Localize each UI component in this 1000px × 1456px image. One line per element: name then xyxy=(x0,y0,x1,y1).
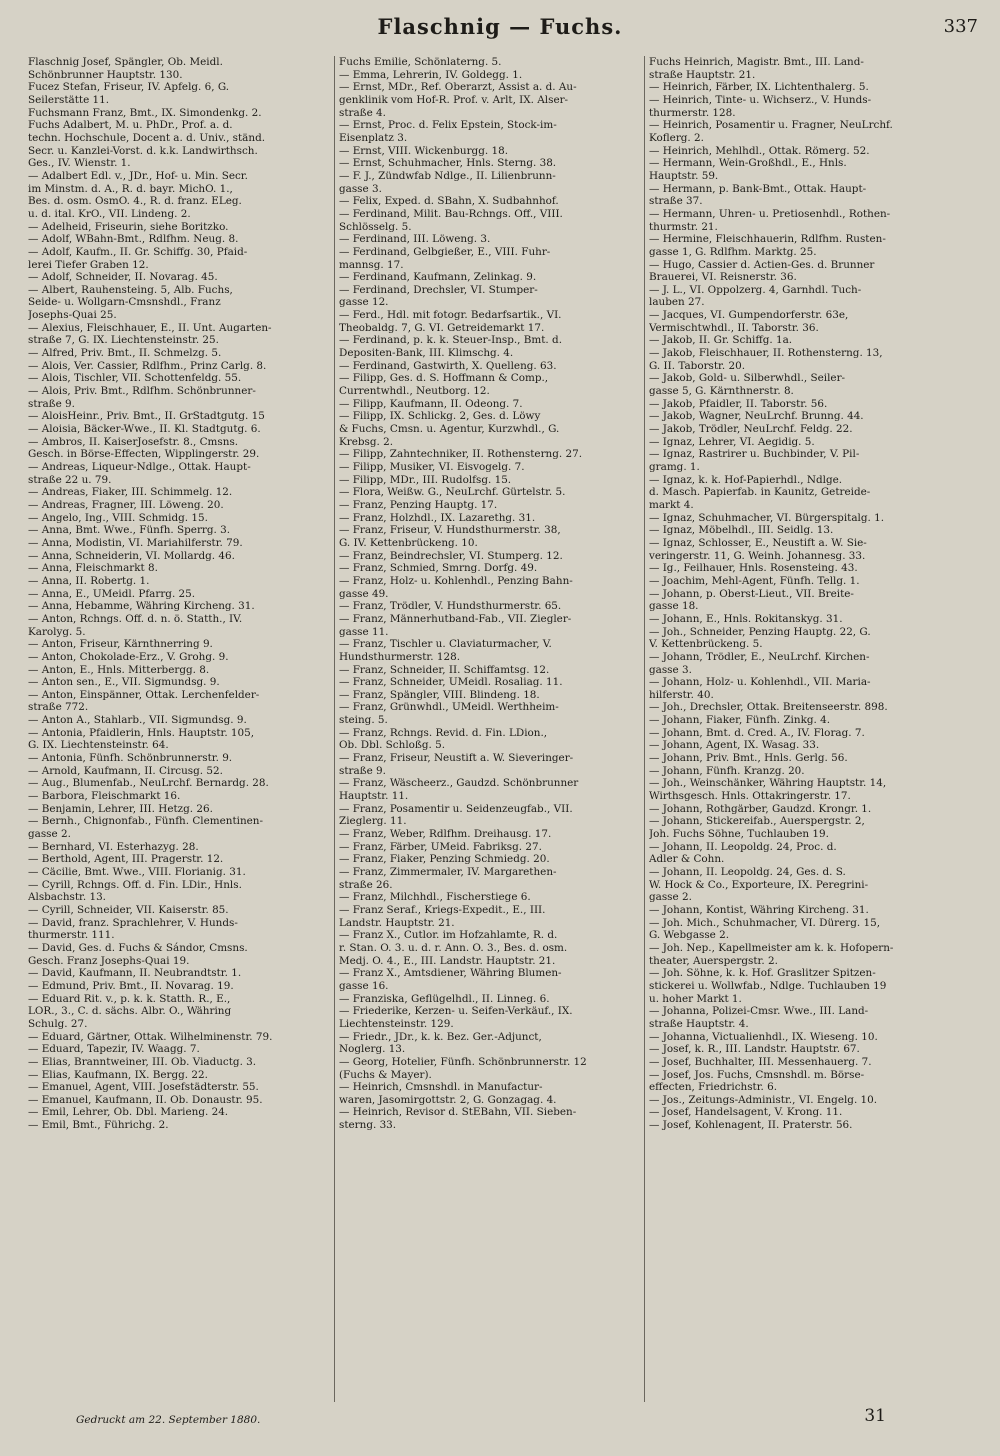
directory-line: Fucez Stefan, Friseur, IV. Apfelg. 6, G. xyxy=(28,81,230,94)
directory-line: Adler & Cohn. xyxy=(649,853,725,866)
directory-line: — Johann, Trödler, E., NeuLrchf. Kirchen- xyxy=(649,650,870,663)
directory-line: — Adelheid, Friseurin, siehe Boritzko. xyxy=(28,220,229,233)
directory-line: — Elias, Kaufmann, IX. Bergg. 22. xyxy=(28,1068,208,1081)
directory-line: straße 9. xyxy=(28,397,75,410)
directory-line: Schulg. 27. xyxy=(28,1017,88,1030)
directory-line: Ges., IV. Wienstr. 1. xyxy=(28,157,131,170)
directory-line: veringerstr. 11, G. Weinh. Johannesg. 33. xyxy=(649,549,866,562)
directory-line: — Hermann, p. Bank-Bmt., Ottak. Haupt- xyxy=(649,182,867,195)
directory-line: Ob. Dbl. Schloßg. 5. xyxy=(339,739,446,752)
directory-line: — Emil, Lehrer, Ob. Dbl. Marieng. 24. xyxy=(28,1106,229,1119)
directory-line: — Franz, Tischler u. Claviaturmacher, V. xyxy=(339,638,552,651)
directory-line: straße 37. xyxy=(649,195,703,208)
directory-line: — David, Ges. d. Fuchs & Sándor, Cmsns. xyxy=(28,941,248,954)
directory-line: — Franz, Wäscheerz., Gaudzd. Schönbrunner xyxy=(339,777,579,790)
directory-line: Medj. O. 4., E., III. Landstr. Hauptstr. 21. xyxy=(339,954,556,967)
directory-line: — Ernst, Schuhmacher, Hnls. Sterng. 38. xyxy=(339,157,557,170)
directory-line: — Franz, Fiaker, Penzing Schmiedg. 20. xyxy=(339,853,550,866)
directory-line: — Johann, Priv. Bmt., Hnls. Gerlg. 56. xyxy=(649,752,848,765)
directory-line: Alsbachstr. 13. xyxy=(28,891,106,904)
directory-line: — Hermann, Uhren- u. Pretiosenhdl., Rothen- xyxy=(649,207,891,220)
directory-line: — Bernhard, VI. Esterhazyg. 28. xyxy=(28,840,199,853)
directory-line: — Franz, Penzing Hauptg. 17. xyxy=(339,498,498,511)
directory-line: G. Webgasse 2. xyxy=(649,929,730,942)
directory-columns xyxy=(24,56,984,1402)
directory-line: — Hermine, Fleischhauerin, Rdlfhm. Rusten- xyxy=(649,233,886,246)
directory-line: gramg. 1. xyxy=(649,461,700,473)
directory-line: Hauptstr. 59. xyxy=(649,169,719,182)
print-date-note: Gedruckt am 22. September 1880. xyxy=(76,1414,261,1426)
directory-line: — Franz, Spängler, VIII. Blindeng. 18. xyxy=(339,688,540,701)
directory-line: — Anna, Schneiderin, VI. Mollardg. 46. xyxy=(28,549,235,562)
directory-line: effecten, Friedrichstr. 6. xyxy=(649,1081,778,1094)
directory-line: — Adolf, WBahn-Bmt., Rdlfhm. Neug. 8. xyxy=(28,233,239,246)
directory-line: Koflerg. 2. xyxy=(649,131,704,144)
directory-line: Gesch. in Börse-Effecten, Wipplingerstr. 29. xyxy=(28,448,260,461)
directory-line: LOR., 3., C. d. sächs. Albr. O., Währing xyxy=(28,1005,232,1018)
directory-line: — Cyrill, Schneider, VII. Kaiserstr. 85. xyxy=(28,903,229,916)
directory-line: thurmstr. 21. xyxy=(649,220,718,233)
directory-line: — Aug., Blumenfab., NeuLrchf. Bernardg. 28. xyxy=(28,777,269,790)
directory-line: — Franz, Posamentir u. Seidenzeugfab., VII. xyxy=(339,802,573,815)
directory-line: — Jakob, II. Gr. Schiffg. 1a. xyxy=(649,334,793,347)
directory-line: Fuchs Emilie, Schönlaterng. 5. xyxy=(339,56,502,68)
directory-line: lauben 27. xyxy=(649,296,705,309)
directory-line: — Johann, Agent, IX. Wasag. 33. xyxy=(649,739,820,752)
directory-line: — Anton, E., Hnls. Mitterbergg. 8. xyxy=(28,663,210,676)
directory-line: (Fuchs & Mayer). xyxy=(339,1068,432,1081)
directory-line: straße 26. xyxy=(339,878,393,891)
directory-line: — Anton A., Stahlarb., VII. Sigmundsg. 9. xyxy=(28,714,247,727)
directory-line: — Josef, Jos. Fuchs, Cmsnshdl. m. Börse- xyxy=(649,1068,865,1081)
directory-line: — Franz, Holzhdl., IX. Lazarethg. 31. xyxy=(339,511,536,524)
directory-line: — Eduard, Gärtner, Ottak. Wilhelminenstr. 79. xyxy=(28,1030,273,1043)
column-middle xyxy=(334,56,644,1402)
directory-line: — Ferdinand, III. Löweng. 3. xyxy=(339,233,491,246)
directory-line: — Hugo, Cassier d. Actien-Ges. d. Brunner xyxy=(649,258,875,271)
directory-line: — Joh. Söhne, k. k. Hof. Graslitzer Spitzen- xyxy=(649,967,876,980)
directory-line: — Berthold, Agent, III. Pragerstr. 12. xyxy=(28,853,224,866)
directory-line: gasse 11. xyxy=(339,625,389,638)
directory-line: u. hoher Markt 1. xyxy=(649,992,742,1005)
directory-line: & Fuchs, Cmsn. u. Agentur, Kurzwhdl., G. xyxy=(339,423,560,436)
directory-line: — Friederike, Kerzen- u. Seifen-Verkäuf., IX. xyxy=(339,1005,573,1018)
directory-line: — Johann, II. Leopoldg. 24, Proc. d. xyxy=(649,840,837,853)
directory-line: — Ferdinand, p. k. k. Steuer-Insp., Bmt. d. xyxy=(339,334,562,347)
directory-line: Secr. u. Kanzlei-Vorst. d. k.k. Landwirthsch. xyxy=(28,144,258,157)
directory-line: genklinik vom Hof-R. Prof. v. Arlt, IX. Alser- xyxy=(339,93,569,106)
directory-line: Schönbrunner Hauptstr. 130. xyxy=(28,68,183,81)
directory-line: — Josef, Buchhalter, III. Messenhauerg. 7. xyxy=(649,1055,872,1068)
directory-line: — Franz, Schmied, Smrng. Dorfg. 49. xyxy=(339,562,538,575)
directory-line: — Ferdinand, Kaufmann, Zelinkag. 9. xyxy=(339,271,537,284)
directory-line: — Josef, k. R., III. Landstr. Hauptstr. 67. xyxy=(649,1043,860,1056)
directory-line: theater, Auerspergstr. 2. xyxy=(649,954,778,967)
directory-line: Depositen-Bank, III. Klimschg. 4. xyxy=(339,347,514,360)
directory-line: — Heinrich, Cmsnshdl. in Manufactur- xyxy=(339,1081,543,1094)
directory-line: — Heinrich, Färber, IX. Lichtenthalerg. 5. xyxy=(649,81,869,94)
directory-line: Josephs-Quai 25. xyxy=(28,309,117,322)
directory-line: Seilerstätte 11. xyxy=(28,93,110,106)
directory-line: Landstr. Hauptstr. 21. xyxy=(339,916,455,929)
directory-line: straße 7, G. IX. Liechtensteinstr. 25. xyxy=(28,334,219,347)
directory-line: — Franz, Trödler, V. Hundsthurmerstr. 65. xyxy=(339,600,562,613)
directory-line: straße Hauptstr. 4. xyxy=(649,1017,749,1030)
column-left xyxy=(24,56,334,1402)
directory-line: W. Hock & Co., Exporteure, IX. Peregrini- xyxy=(649,878,869,891)
directory-line: Vermischtwhdl., II. Taborstr. 36. xyxy=(649,321,819,334)
directory-line: G. IV. Kettenbrückeng. 10. xyxy=(339,536,478,549)
directory-line: — Anton sen., E., VII. Sigmundsg. 9. xyxy=(28,676,220,689)
directory-line: — Filipp, Kaufmann, II. Odeong. 7. xyxy=(339,397,523,410)
directory-line: — Flora, Weißw. G., NeuLrchf. Gürtelstr. 5. xyxy=(339,486,566,499)
directory-line: — Franz, Färber, UMeid. Fabriksg. 27. xyxy=(339,840,542,853)
directory-line: V. Kettenbrückeng. 5. xyxy=(649,638,763,651)
directory-line: — Ignaz, Lehrer, VI. Aegidig. 5. xyxy=(649,435,815,448)
directory-line: — Franz, Weber, Rdlfhm. Dreihausg. 17. xyxy=(339,828,552,841)
directory-line: Eisenplatz 3. xyxy=(339,131,408,144)
directory-line: — Filipp, Ges. d. S. Hoffmann & Comp., xyxy=(339,372,549,385)
directory-line: — Andreas, Fragner, III. Löweng. 20. xyxy=(28,498,224,511)
directory-line: Schlösselg. 5. xyxy=(339,220,412,233)
directory-line: — Josef, Kohlenagent, II. Praterstr. 56. xyxy=(649,1119,853,1132)
directory-line: — Johann, E., Hnls. Rokitanskyg. 31. xyxy=(649,612,843,625)
directory-line: — Anton, Friseur, Kärnthnerring 9. xyxy=(28,638,213,651)
directory-line: Seide- u. Wollgarn-Cmsnshdl., Franz xyxy=(28,296,221,309)
directory-line: — Alexius, Fleischhauer, E., II. Unt. Augarten- xyxy=(28,321,272,334)
directory-line: — Heinrich, Posamentir u. Fragner, NeuLrchf. xyxy=(649,119,893,132)
directory-line: — David, franz. Sprachlehrer, V. Hunds- xyxy=(28,916,238,929)
directory-line: gasse 2. xyxy=(649,891,692,904)
directory-line: — Albert, Rauhensteing. 5, Alb. Fuchs, xyxy=(28,283,233,296)
directory-line: stickerei u. Wollwfab., Ndlge. Tuchlauben 19 xyxy=(649,979,887,992)
directory-line: — Franz Seraf., Kriegs-Expedit., E., III. xyxy=(339,903,546,916)
directory-line: — Anna, II. Robertg. 1. xyxy=(28,574,150,587)
directory-line: gasse 5, G. Kärnthnerstr. 8. xyxy=(649,385,794,398)
directory-line: — J. L., VI. Oppolzerg. 4, Garnhdl. Tuch- xyxy=(649,283,862,296)
directory-line: — Jakob, Trödler, NeuLrchf. Feldg. 22. xyxy=(649,423,853,436)
directory-line: — Ignaz, Rastrirer u. Buchbinder, V. Pil- xyxy=(649,448,860,461)
directory-line: — Ferdinand, Drechsler, VI. Stumper- xyxy=(339,283,538,296)
directory-line: — Anton, Chokolade-Erz., V. Grohg. 9. xyxy=(28,650,229,663)
directory-line: — Barbora, Fleischmarkt 16. xyxy=(28,790,181,803)
directory-line: — Andreas, Fiaker, III. Schimmelg. 12. xyxy=(28,486,233,499)
directory-line: Noglerg. 13. xyxy=(339,1043,406,1056)
directory-line: — Eduard, Tapezir, IV. Waagg. 7. xyxy=(28,1043,200,1056)
column-right xyxy=(644,56,954,1402)
directory-line: — Alois, Priv. Bmt., Rdlfhm. Schönbrunner- xyxy=(28,385,256,398)
directory-line: — Ignaz, Schlosser, E., Neustift a. W. Sie- xyxy=(649,536,867,549)
directory-line: — Jakob, Gold- u. Silberwhdl., Seiler- xyxy=(649,372,846,385)
directory-line: gasse 49. xyxy=(339,587,389,600)
directory-line: — Franz, Schneider, II. Schiffamtsg. 12. xyxy=(339,663,550,676)
directory-line: — Anna, Hebamme, Währing Kircheng. 31. xyxy=(28,600,255,613)
directory-line: — Joh. Mich., Schuhmacher, VI. Dürerg. 15, xyxy=(649,916,881,929)
directory-line: — Ferdinand, Gastwirth, X. Quelleng. 63. xyxy=(339,359,557,372)
directory-line: Krebsg. 2. xyxy=(339,435,394,448)
directory-line: — Emanuel, Agent, VIII. Josefstädterstr. 55. xyxy=(28,1081,259,1094)
directory-line: — Anna, E., UMeidl. Pfarrg. 25. xyxy=(28,587,196,600)
directory-line: gasse 3. xyxy=(649,663,692,676)
directory-line: steing. 5. xyxy=(339,714,388,727)
directory-line: — Johann, Stickereifab., Auerspergstr. 2, xyxy=(649,815,865,828)
directory-line: — Ferdinand, Gelbgießer, E., VIII. Fuhr- xyxy=(339,245,551,258)
directory-line: straße 22 u. 79. xyxy=(28,473,112,486)
directory-line: — Eduard Rit. v., p. k. k. Statth. R., E., xyxy=(28,992,231,1005)
directory-line: — Franz, Rchngs. Revid. d. Fin. LDion., xyxy=(339,726,548,739)
directory-line: — Bernh., Chignonfab., Fünfh. Clementinen- xyxy=(28,815,263,828)
directory-line: Wirthsgesch. Hnls. Ottakringerstr. 17. xyxy=(649,790,851,803)
directory-line: thurmerstr. 111. xyxy=(28,929,115,942)
directory-line: — David, Kaufmann, II. Neubrandtstr. 1. xyxy=(28,967,242,980)
directory-line: mannsg. 17. xyxy=(339,258,404,271)
directory-line: straße 9. xyxy=(339,764,386,777)
directory-line: gasse 12. xyxy=(339,296,389,309)
directory-line: — Johann, p. Oberst-Lieut., VII. Breite- xyxy=(649,587,854,600)
directory-line: — Johanna, Polizei-Cmsr. Wwe., III. Land- xyxy=(649,1005,869,1018)
directory-line: — Jacques, VI. Gumpendorferstr. 63e, xyxy=(649,309,849,322)
directory-line: — Cyrill, Rchngs. Off. d. Fin. LDir., Hnls. xyxy=(28,878,242,891)
directory-line: — Johann, II. Leopoldg. 24, Ges. d. S. xyxy=(649,866,846,878)
directory-line: — Franz, Milchhdl., Fischerstiege 6. xyxy=(339,891,531,904)
directory-line: — Ferd., Hdl. mit fotogr. Bedarfsartik., VI. xyxy=(339,309,562,322)
directory-line: — Anna, Bmt. Wwe., Fünfh. Sperrg. 3. xyxy=(28,524,231,537)
directory-line: — Ernst, MDr., Ref. Oberarzt, Assist a. d. Au- xyxy=(339,81,577,94)
directory-line: — Angelo, Ing., VIII. Schmidg. 15. xyxy=(28,511,208,524)
directory-line: gasse 1, G. Rdlfhm. Marktg. 25. xyxy=(649,245,817,258)
directory-line: Currentwhdl., Neutborg. 12. xyxy=(339,385,490,398)
directory-line: — Georg, Hotelier, Fünfh. Schönbrunnerstr. 12 xyxy=(339,1055,587,1068)
directory-line: lerei Tiefer Graben 12. xyxy=(28,258,149,271)
directory-line: — Ignaz, Möbelhdl., III. Seidlg. 13. xyxy=(649,524,834,537)
directory-line: — Jakob, Pfaidler, II. Taborstr. 56. xyxy=(649,397,828,410)
directory-line: Fuchs Heinrich, Magistr. Bmt., III. Land- xyxy=(649,56,864,68)
directory-line: — Elias, Branntweiner, III. Ob. Viaductg. 3. xyxy=(28,1055,257,1068)
directory-line: — Felix, Exped. d. SBahn, X. Sudbahnhof. xyxy=(339,195,559,208)
directory-line: — AloisHeinr., Priv. Bmt., II. GrStadtgutg. 15 xyxy=(28,410,265,423)
directory-line: — Emma, Lehrerin, IV. Goldegg. 1. xyxy=(339,68,523,81)
directory-line: — Filipp, MDr., III. Rudolfsg. 15. xyxy=(339,473,512,486)
directory-line: — Emanuel, Kaufmann, II. Ob. Donaustr. 95. xyxy=(28,1093,263,1106)
directory-line: u. d. ital. KrO., VII. Lindeng. 2. xyxy=(28,207,191,220)
directory-line: Liechtensteinstr. 129. xyxy=(339,1017,454,1030)
directory-line: G. IX. Liechtensteinstr. 64. xyxy=(28,739,169,752)
directory-line: — Adolf, Schneider, II. Novarag. 45. xyxy=(28,271,218,284)
directory-line: Flaschnig Josef, Spängler, Ob. Meidl. xyxy=(28,56,223,68)
directory-line: — Joh., Schneider, Penzing Hauptg. 22, G. xyxy=(649,625,871,638)
directory-line: Fuchsmann Franz, Bmt., IX. Simondenkg. 2. xyxy=(28,106,262,119)
directory-line: Karolyg. 5. xyxy=(28,625,86,638)
directory-line: — Heinrich, Tinte- u. Wichserz., V. Hunds- xyxy=(649,93,872,106)
directory-line: — Hermann, Wein-Großhdl., E., Hnls. xyxy=(649,157,847,170)
directory-line: — Filipp, Musiker, VI. Eisvogelg. 7. xyxy=(339,461,525,473)
directory-line: d. Masch. Papierfab. in Kaunitz, Getreide- xyxy=(649,486,871,499)
directory-line: — Franz, Zimmermaler, IV. Margarethen- xyxy=(339,866,557,878)
directory-line: — Alois, Tischler, VII. Schottenfeldg. 55. xyxy=(28,372,242,385)
directory-line: — Heinrich, Revisor d. StEBahn, VII. Sieben- xyxy=(339,1106,577,1119)
directory-line: Joh. Fuchs Söhne, Tuchlauben 19. xyxy=(649,828,829,841)
directory-line: Brauerei, VI. Reisnerstr. 36. xyxy=(649,271,797,284)
directory-line: — Ernst, VIII. Wickenburgg. 18. xyxy=(339,144,508,157)
directory-line: r. Stan. O. 3. u. d. r. Ann. O. 3., Bes. d. osm. xyxy=(339,941,568,954)
directory-line: markt 4. xyxy=(649,498,694,511)
directory-line: — Franz X., Amtsdiener, Währing Blumen- xyxy=(339,967,562,980)
directory-line: — Franz, Friseur, Neustift a. W. Sieveringer- xyxy=(339,752,574,765)
directory-line: — Ig., Feilhauer, Hnls. Rosensteing. 43. xyxy=(649,562,858,575)
directory-line: — Franz, Schneider, UMeidl. Rosaliag. 11. xyxy=(339,676,563,689)
directory-line: Theobaldg. 7, G. VI. Getreidemarkt 17. xyxy=(339,321,545,334)
directory-line: — Johann, Rothgärber, Gaudzd. Krongr. 1. xyxy=(649,802,872,815)
page-header xyxy=(0,14,1000,50)
directory-line: Hundsthurmerstr. 128. xyxy=(339,650,460,663)
directory-line: Bes. d. osm. OsmO. 4., R. d. franz. ELeg. xyxy=(28,195,242,208)
directory-line: — Joh. Nep., Kapellmeister am k. k. Hofopern- xyxy=(649,941,894,954)
directory-line: — Franziska, Geflügelhdl., II. Linneg. 6. xyxy=(339,992,550,1005)
directory-line: — Andreas, Liqueur-Ndlge., Ottak. Haupt- xyxy=(28,461,251,473)
directory-line: gasse 2. xyxy=(28,828,71,841)
running-head: Flaschnig — Fuchs. xyxy=(377,14,623,39)
directory-line: — F. J., Zündwfab Ndlge., II. Lilienbrunn- xyxy=(339,169,556,182)
directory-line: — Jakob, Wagner, NeuLrchf. Brunng. 44. xyxy=(649,410,864,423)
directory-line: — Anton, Einspänner, Ottak. Lerchenfelder- xyxy=(28,688,260,701)
directory-line: waren, Jasomirgottstr. 2, G. Gonzagag. 4. xyxy=(339,1093,557,1106)
directory-line: G. II. Taborstr. 20. xyxy=(649,359,746,372)
directory-line: — Joh., Weinschänker, Währing Hauptstr. 14, xyxy=(649,777,887,790)
directory-line: gasse 18. xyxy=(649,600,699,613)
directory-line: straße 772. xyxy=(28,701,89,714)
directory-line: Zieglerg. 11. xyxy=(339,815,407,828)
directory-line: techn. Hochschule, Docent a. d. Univ., ständ. xyxy=(28,131,266,144)
page-number: 337 xyxy=(943,16,978,37)
directory-line: Hauptstr. 11. xyxy=(339,790,409,803)
sheet-number: 31 xyxy=(864,1406,886,1426)
directory-line: — Anton, Rchngs. Off. d. n. ö. Statth., IV. xyxy=(28,612,243,625)
directory-line: — Emil, Bmt., Führichg. 2. xyxy=(28,1119,169,1132)
directory-line: — Johanna, Victualienhdl., IX. Wieseng. 10. xyxy=(649,1030,878,1043)
directory-line: — Filipp, IX. Schlickg. 2, Ges. d. Löwy xyxy=(339,410,541,423)
directory-line: — Antonia, Pfaidlerin, Hnls. Hauptstr. 105, xyxy=(28,726,255,739)
directory-line: — Benjamin, Lehrer, III. Hetzg. 26. xyxy=(28,802,213,815)
directory-line: — Joh., Drechsler, Ottak. Breitenseerstr. 898. xyxy=(649,701,888,714)
directory-line: — Johann, Bmt. d. Cred. A., IV. Florag. 7. xyxy=(649,726,865,739)
directory-line: straße 4. xyxy=(339,106,386,119)
directory-line: straße Hauptstr. 21. xyxy=(649,68,756,81)
directory-line: — Ambros, II. KaiserJosefstr. 8., Cmsns. xyxy=(28,435,239,448)
directory-line: — Cäcilie, Bmt. Wwe., VIII. Florianig. 31. xyxy=(28,866,246,878)
directory-line: — Johann, Fünfh. Kranzg. 20. xyxy=(649,764,805,777)
directory-line: thurmerstr. 128. xyxy=(649,106,736,119)
directory-line: — Johann, Fiaker, Fünfh. Zinkg. 4. xyxy=(649,714,831,727)
directory-line: — Josef, Handelsagent, V. Krong. 11. xyxy=(649,1106,843,1119)
directory-line: — Franz, Männerhutband-Fab., VII. Ziegler- xyxy=(339,612,572,625)
directory-line: — Franz, Friseur, V. Hundsthurmerstr. 38, xyxy=(339,524,561,537)
directory-line: — Ferdinand, Milit. Bau-Rchngs. Off., VIII. xyxy=(339,207,563,220)
directory-line: — Heinrich, Mehlhdl., Ottak. Römerg. 52. xyxy=(649,144,870,157)
directory-line: — Franz X., Cutlor. im Hofzahlamte, R. d. xyxy=(339,929,558,942)
directory-line: — Arnold, Kaufmann, II. Circusg. 52. xyxy=(28,764,223,777)
directory-line: — Filipp, Zahntechniker, II. Rothensterng. 27. xyxy=(339,448,583,461)
directory-line: — Alois, Ver. Cassier, Rdlfhm., Prinz Carlg. 8. xyxy=(28,359,267,372)
directory-line: — Ernst, Proc. d. Felix Epstein, Stock-im- xyxy=(339,119,557,132)
directory-line: gasse 16. xyxy=(339,979,389,992)
directory-line: im Minstm. d. A., R. d. bayr. MichO. 1., xyxy=(28,182,233,195)
directory-line: — Anna, Modistin, VI. Mariahilferstr. 79. xyxy=(28,536,243,549)
directory-line: — Johann, Kontist, Währing Kircheng. 31. xyxy=(649,903,869,916)
directory-line: — Franz, Grünwhdl., UMeidl. Werthheim- xyxy=(339,701,559,714)
directory-line: — Jos., Zeitungs-Administr., VI. Engelg. 10. xyxy=(649,1093,878,1106)
directory-line: hilferstr. 40. xyxy=(649,688,714,701)
directory-line: — Alfred, Priv. Bmt., II. Schmelzg. 5. xyxy=(28,347,222,360)
directory-line: — Jakob, Fleischhauer, II. Rothensterng. 13, xyxy=(649,347,883,360)
directory-line: — Friedr., JDr., k. k. Bez. Ger.-Adjunct, xyxy=(339,1030,542,1043)
directory-line: — Aloisia, Bäcker-Wwe., II. Kl. Stadtgutg. 6. xyxy=(28,423,261,436)
directory-line: — Adolf, Kaufm., II. Gr. Schiffg. 30, Pfaid- xyxy=(28,245,248,258)
directory-line: sterng. 33. xyxy=(339,1119,397,1132)
directory-line: — Franz, Beindrechsler, VI. Stumperg. 12. xyxy=(339,549,563,562)
directory-line: Gesch. Franz Josephs-Quai 19. xyxy=(28,954,190,967)
directory-line: Fuchs Adalbert, M. u. PhDr., Prof. a. d. xyxy=(28,119,233,132)
directory-line: — Ignaz, k. k. Hof-Papierhdl., Ndlge. xyxy=(649,473,843,486)
directory-line: — Anna, Fleischmarkt 8. xyxy=(28,562,158,575)
directory-line: gasse 3. xyxy=(339,182,382,195)
directory-line: — Edmund, Priv. Bmt., II. Novarag. 19. xyxy=(28,979,234,992)
directory-line: — Johann, Holz- u. Kohlenhdl., VII. Maria- xyxy=(649,676,871,689)
directory-line: — Antonia, Fünfh. Schönbrunnerstr. 9. xyxy=(28,752,233,765)
directory-line: — Franz, Holz- u. Kohlenhdl., Penzing Bahn- xyxy=(339,574,573,587)
directory-line: — Ignaz, Schuhmacher, VI. Bürgerspitalg. 1. xyxy=(649,511,885,524)
directory-line: — Joachim, Mehl-Agent, Fünfh. Tellg. 1. xyxy=(649,574,860,587)
directory-line: — Adalbert Edl. v., JDr., Hof- u. Min. Secr. xyxy=(28,169,248,182)
